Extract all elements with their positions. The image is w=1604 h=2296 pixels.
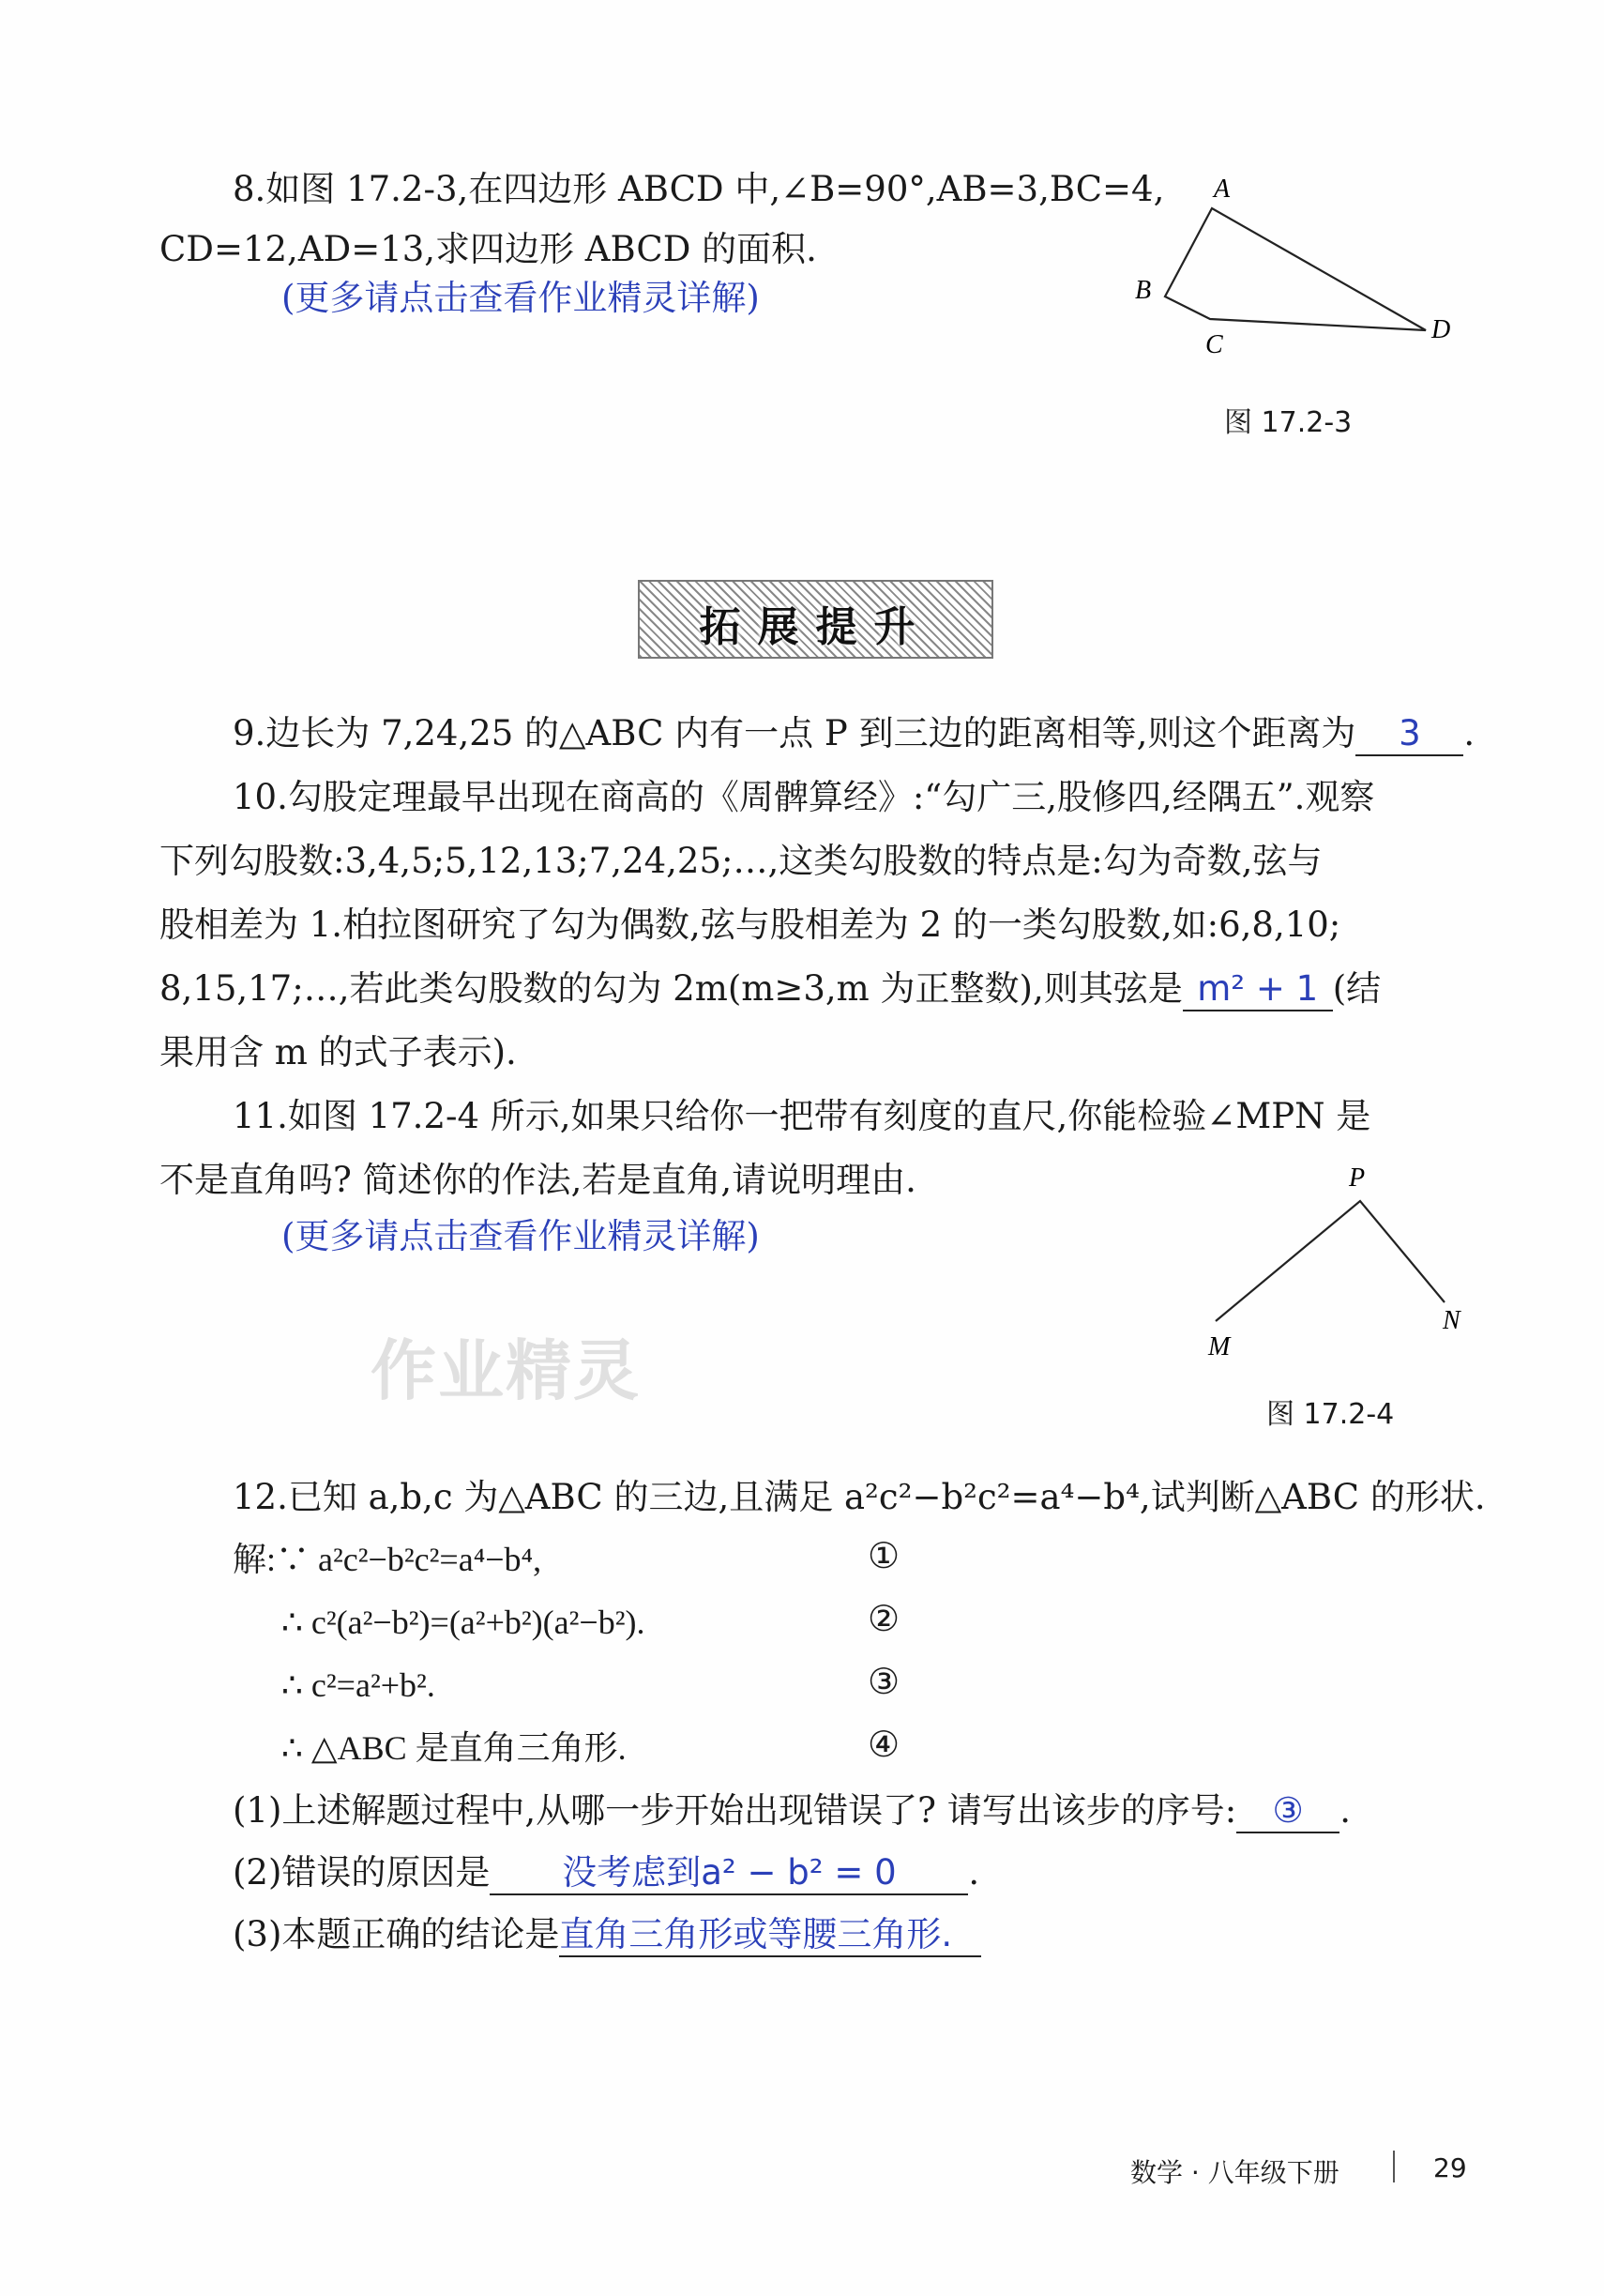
q12-answer2: 没考虑到a² − b² = 0 — [490, 1852, 968, 1895]
q10-line4-text: 8,15,17;…,若此类勾股数的勾为 2m(m≥3,m 为正整数),则其弦是 — [159, 968, 1183, 1009]
q9-end: . — [1463, 713, 1475, 753]
q11-line2: 不是直角吗? 简述你的作法,若是直角,请说明理由. — [159, 1160, 916, 1200]
q9-answer: 3 — [1355, 713, 1463, 756]
footer-page-number: 29 — [1433, 2152, 1467, 2183]
quadrilateral-abcd — [1165, 208, 1426, 330]
q12-step-2-num: ② — [868, 1598, 900, 1639]
figure-17-2-4-caption: 图 17.2-4 — [1266, 1398, 1395, 1431]
q12-part2-end: . — [968, 1852, 980, 1893]
q9 — [233, 709, 1475, 758]
q12-answer3: 直角三角形或等腰三角形. — [559, 1914, 981, 1957]
q10-line5: 果用含 m 的式子表示). — [159, 1032, 517, 1072]
q10-line4-end: (结 — [1332, 968, 1382, 1009]
q10-line2: 下列勾股数:3,4,5;5,12,13;7,24,25;…,这类勾股数的特点是:勾为奇数,弦与 — [159, 841, 1323, 881]
q12-part3-text: (3)本题正确的结论是 — [233, 1914, 560, 1954]
q10-line3: 股相差为 1.柏拉图研究了勾为偶数,弦与股相差为 2 的一类勾股数,如:6,8,10; — [159, 905, 1341, 945]
label-m: M — [1208, 1332, 1231, 1361]
q8-detail-link[interactable]: (更多请点击查看作业精灵详解) — [281, 278, 760, 318]
q10-line4 — [159, 965, 1381, 1013]
q12-step-4-num: ④ — [868, 1724, 900, 1765]
q12-step-3: ∴ c²=a²+b². — [281, 1666, 435, 1704]
label-a: A — [1214, 175, 1231, 204]
q12-line1: 12.已知 a,b,c 为△ABC 的三边,且满足 a²c²−b²c²=a⁴−b⁴,试判断△ABC 的形状. — [233, 1477, 1486, 1517]
section-title: 拓展提升 — [699, 603, 932, 651]
watermark: 作业精灵 — [371, 1332, 641, 1409]
figure-17-2-4 — [1191, 1154, 1491, 1379]
q10-line1: 10.勾股定理最早出现在商高的《周髀算经》:“勾广三,股修四,经隅五”.观察 — [233, 777, 1375, 817]
footer-book: 数学 · 八年级下册 — [1130, 2157, 1339, 2188]
label-p: P — [1349, 1163, 1366, 1193]
footer-divider — [1393, 2151, 1395, 2182]
q12-part1 — [233, 1787, 1351, 1835]
q12-part3 — [233, 1910, 981, 1959]
q12-part1-end: . — [1339, 1790, 1351, 1831]
q12-part2 — [233, 1848, 979, 1897]
q12-answer1: ③ — [1236, 1790, 1339, 1833]
q12-step-3-num: ③ — [868, 1661, 900, 1702]
q9-text: 9.边长为 7,24,25 的△ABC 内有一点 P 到三边的距离相等,则这个距离为 — [233, 713, 1356, 753]
angle-mpn — [1216, 1201, 1445, 1321]
q8-line2: CD=12,AD=13,求四边形 ABCD 的面积. — [159, 229, 817, 269]
q12-part2-text: (2)错误的原因是 — [233, 1852, 491, 1893]
figure-17-2-3-caption: 图 17.2-3 — [1224, 406, 1353, 439]
q12-step-2: ∴ c²(a²−b²)=(a²+b²)(a²−b²). — [281, 1604, 645, 1641]
q12-step-1-num: ① — [868, 1535, 900, 1576]
section-banner — [638, 580, 993, 659]
q12-step-1: 解:∵ a²c²−b²c²=a⁴−b⁴, — [233, 1541, 542, 1578]
q12-part1-text: (1)上述解题过程中,从哪一步开始出现错误了? 请写出该步的序号: — [233, 1790, 1237, 1831]
label-d: D — [1431, 315, 1451, 344]
label-n: N — [1443, 1306, 1460, 1335]
q11-line1: 11.如图 17.2-4 所示,如果只给你一把带有刻度的直尺,你能检验∠MPN 是 — [233, 1096, 1371, 1136]
q8-line1: 8.如图 17.2-3,在四边形 ABCD 中,∠B=90°,AB=3,BC=4, — [233, 169, 1165, 209]
label-b: B — [1135, 276, 1152, 305]
label-c: C — [1205, 330, 1223, 359]
q10-answer: m² + 1 — [1183, 968, 1333, 1011]
q12-step-4: ∴ △ABC 是直角三角形. — [281, 1729, 627, 1767]
q11-detail-link[interactable]: (更多请点击查看作业精灵详解) — [281, 1216, 760, 1256]
